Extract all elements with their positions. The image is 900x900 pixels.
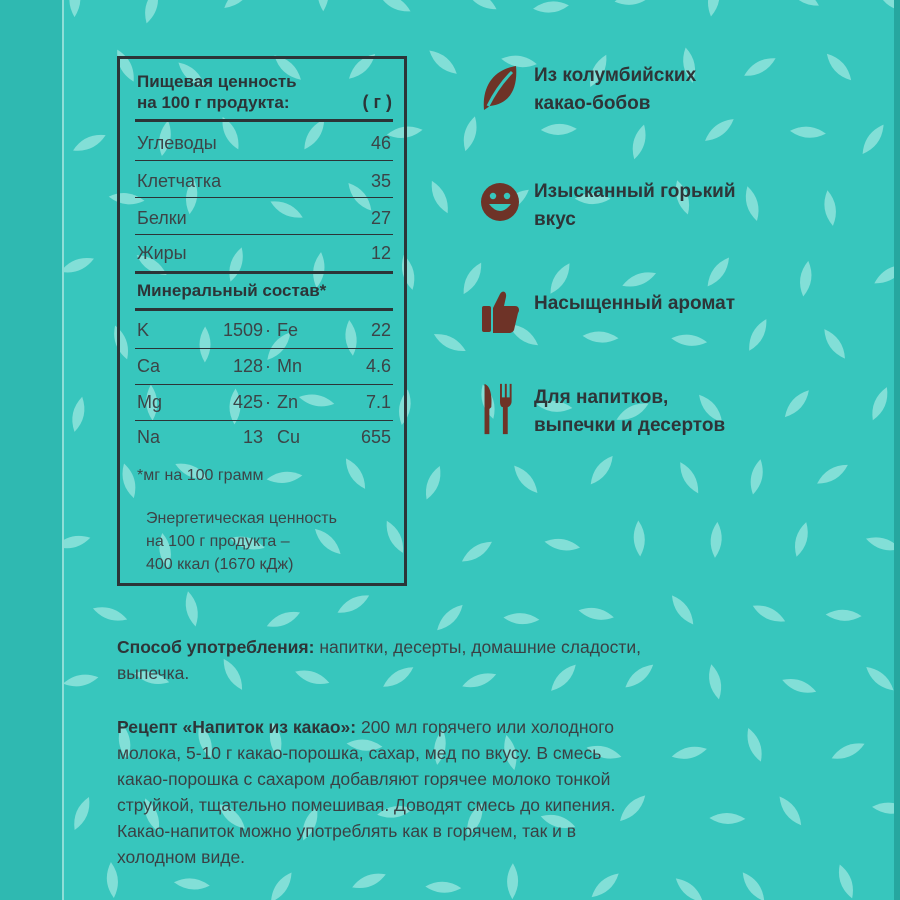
leaf-pattern-shape [671,333,708,348]
mineral-element: Cu [277,427,301,447]
divider [135,308,393,311]
leaf-pattern-shape [544,536,581,553]
leaf-pattern-shape [427,178,453,215]
leaf-pattern-shape [582,330,619,343]
leaf-pattern-shape [742,53,779,80]
nutrient-value: 12 [370,243,391,263]
mineral-separator: · [265,320,271,340]
divider [135,420,393,421]
mineral-value: 128 [232,356,263,376]
divider [135,384,393,385]
leaf-pattern-shape [633,520,646,557]
divider [135,271,393,274]
mineral-value: 425 [232,392,263,412]
leaf-pattern-shape [835,863,858,900]
nutrient-label: Углеводы [137,133,217,153]
nutrition-unit: ( г ) [362,92,392,112]
minerals-title: Минеральный состав* [137,281,327,300]
leaf-pattern-shape [265,607,302,631]
leaf-pattern-shape [790,125,827,139]
feature-text: Для напитков, [534,387,669,408]
energy-line: на 100 г продукта – [146,533,290,550]
leaf-pattern-shape [141,0,162,25]
divider [135,348,393,349]
divider [135,119,393,122]
leaf-pattern-shape [69,396,87,434]
mineral-value: 22 [370,320,391,340]
leaf-pattern-shape [703,254,733,289]
leaf-pattern-shape [868,385,892,422]
smiley-icon [480,178,520,230]
mineral-value: 4.6 [365,356,391,376]
leaf-pattern-shape [750,601,787,627]
energy-line: Энергетическая ценность [146,510,337,527]
usage-paragraph [117,634,817,686]
mineral-element: Fe [277,320,299,340]
leaf-pattern-shape [318,0,329,11]
leaf-pattern-shape [460,115,480,153]
divider [135,160,393,161]
leaf-pattern-shape [221,0,256,12]
leaf-pattern-shape [586,452,617,487]
nutrition-title-line1: Пищевая ценность [137,72,297,91]
nutrition-facts-table [117,56,407,586]
feature-text: какао-бобов [534,93,651,114]
mineral-element: Mg [137,392,163,412]
leaf-pattern-shape [463,0,499,14]
mineral-row [137,320,391,342]
leaf-pattern-shape [183,590,201,628]
nutrient-row-protein [137,208,391,229]
energy-line: 400 ккал (1670 кДж) [146,556,294,573]
leaf-pattern-shape [510,462,542,497]
leaf-pattern-shape [672,874,706,900]
recipe-text: струйкой, тщательно помешивая. Доводят смесь до кипения. [117,795,616,815]
recipe-text: Какао-напиток можно употреблять как в горячем, так и в [117,821,577,841]
leaf-pattern-shape [433,601,466,634]
mineral-value: 7.1 [365,392,391,412]
leaf-pattern-shape [58,254,96,277]
leaf-pattern-shape [744,316,771,353]
leaf-pattern-shape [863,663,898,695]
leaf-pattern-shape [91,603,129,625]
leaf-pattern-shape [629,123,649,161]
divider [135,197,393,198]
feature-text: Из колумбийских [534,65,697,86]
leaf-pattern-shape [814,460,850,488]
mineral-value: 13 [242,427,263,447]
nutrient-value: 27 [370,208,391,228]
recipe-paragraph [117,714,817,870]
leaf-pattern-shape [709,522,722,559]
leaf-pattern-shape [425,881,461,894]
mineral-value: 1509 [222,320,263,340]
nutrient-label: Белки [137,208,187,228]
nutrient-row-fiber [137,171,391,192]
feature-text: Изысканный горький [534,181,736,202]
mineral-value: 655 [360,427,391,447]
fork-knife-icon [480,380,520,438]
recipe-text: холодном виде. [117,847,246,867]
feature-text: Насыщенный аромат [534,293,736,314]
minerals-footnote: *мг на 100 грамм [137,467,264,484]
leaf-pattern-shape [459,537,495,566]
leaf-pattern-shape [791,521,811,559]
nutrient-row-carbs [137,133,391,154]
nutrient-label: Жиры [137,243,187,263]
mineral-row [137,392,391,414]
leaf-pattern-shape [748,458,766,496]
leaf-pattern-shape [738,869,768,900]
mineral-separator: · [265,392,271,412]
mineral-separator: · [265,356,271,376]
leaf-pattern-shape [70,795,94,832]
nutrient-value: 46 [370,133,391,153]
nutrient-value: 35 [370,171,391,191]
leaf-pattern-shape [785,0,822,10]
mineral-element: Na [137,427,161,447]
usage-text: напитки, десерты, домашние сладости, [314,637,642,657]
package-side-panel [0,0,64,900]
leaf-pattern-shape [614,0,651,7]
leaf-pattern-shape [702,115,737,146]
leaf-pattern-shape [798,260,814,297]
leaf-pattern-shape [71,130,108,155]
thumbs-up-icon [480,286,520,338]
nutrient-row-fat [137,243,391,264]
leaf-pattern-shape [820,326,850,362]
mineral-element: Ca [137,356,161,376]
feature-text: выпечки и десертов [534,415,726,436]
leaf-pattern-shape [533,0,570,14]
mineral-row [137,427,391,449]
leaf-pattern-shape [266,869,296,900]
leaf-pattern-shape [173,877,210,891]
leaf-pattern-shape [426,46,461,78]
leaf-pattern-shape [431,329,468,355]
leaf-pattern-shape [503,612,540,625]
usage-label: Способ употребления: [117,637,315,657]
leaf-icon [480,62,520,114]
recipe-label: Рецепт «Напиток из какао»: [117,717,357,737]
nutrition-title-line2: на 100 г продукта: [137,93,290,112]
divider [135,234,393,235]
feature-text: вкус [534,209,576,230]
nutrient-label: Клетчатка [137,171,222,191]
leaf-pattern-shape [421,464,444,502]
leaf-pattern-shape [588,869,622,900]
recipe-text: какао-порошка с сахаром добавляют горячее молоко тонкой [117,769,611,789]
mineral-row [137,356,391,378]
leaf-pattern-shape [62,672,99,689]
energy-value [146,507,396,576]
leaf-pattern-shape [781,387,813,421]
leaf-pattern-shape [825,609,861,622]
usage-text: выпечка. [117,663,190,683]
leaf-pattern-shape [376,0,413,16]
leaf-pattern-shape [858,121,888,157]
leaf-pattern-shape [675,459,703,496]
leaf-pattern-shape [620,268,658,291]
mineral-element: Zn [277,392,299,412]
leaf-pattern-shape [823,50,855,84]
recipe-text: 200 мл горячего или холодного [356,717,614,737]
leaf-pattern-shape [541,123,577,135]
recipe-text: молока, 5-10 г какао-порошка, сахар, мед по вкусу. В смесь [117,743,602,763]
leaf-pattern-shape [335,591,372,618]
leaf-pattern-shape [350,869,388,892]
leaf-pattern-shape [706,0,723,17]
leaf-pattern-shape [742,185,762,223]
leaf-pattern-shape [822,189,838,226]
package-edge [894,0,900,900]
nutrition-title [137,71,392,113]
leaf-pattern-shape [829,739,866,764]
leaf-pattern-shape [69,0,81,17]
leaf-pattern-shape [577,605,614,623]
leaf-pattern-shape [668,592,698,628]
mineral-element: Mn [277,356,303,376]
mineral-element: K [137,320,150,340]
